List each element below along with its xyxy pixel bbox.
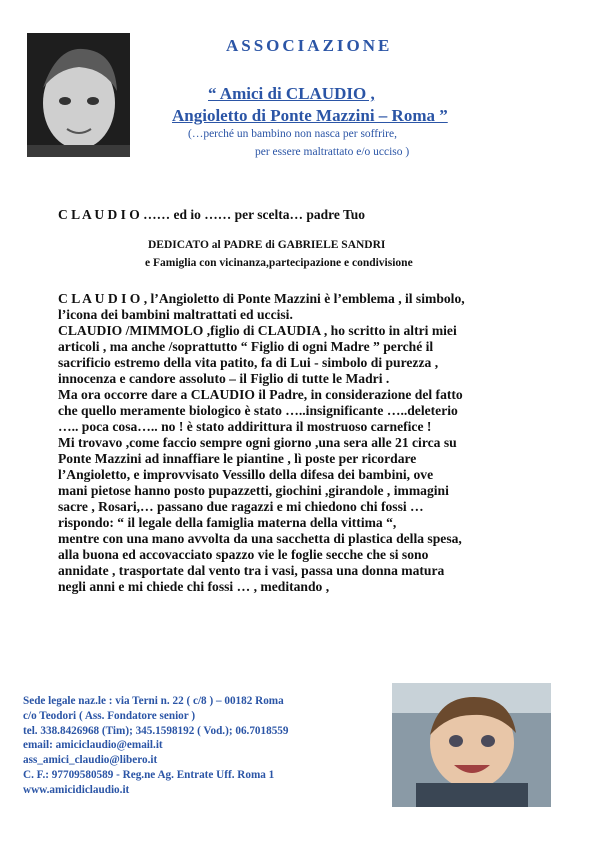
body-line: l’icona dei bambini maltrattati ed uccisi. xyxy=(58,307,293,322)
subtitle-line-2: per essere maltrattato e/o ucciso ) xyxy=(255,146,410,158)
body-line: mani pietose hanno posto pupazzetti, giochini ,girandole , immagini xyxy=(58,483,449,498)
body-line: C L A U D I O , l’Angioletto di Ponte Mazzini è l’emblema , il simbolo, xyxy=(58,291,465,306)
body-line: innocenza e candore assoluto – il Figlio di tutte le Madri . xyxy=(58,371,390,386)
body-line: rispondo: “ il legale della famiglia materna della vittima “, xyxy=(58,515,397,530)
body-line: annidate , trasportate dal vento tra i vasi, passa una donna matura xyxy=(58,563,445,578)
body-line: alla buona ed accovacciato spazzo vie le foglie secche che si sono xyxy=(58,547,429,562)
body-line: mentre con una mano avvolta da una sacchetta di plastica della spesa, xyxy=(58,531,462,546)
footer-email-2[interactable]: ass_amici_claudio@libero.it xyxy=(23,754,158,767)
dedication-line-2: e Famiglia con vicinanza,partecipazione e condivisione xyxy=(145,257,413,269)
child-portrait-image xyxy=(27,33,130,157)
body-line: Ponte Mazzini ad innaffiare le piantine , lì poste per ricordare xyxy=(58,451,417,466)
title-line-2: Angioletto di Ponte Mazzini – Roma ” xyxy=(172,106,448,125)
letter-heading: C L A U D I O …… ed io …… per scelta… padre Tuo xyxy=(58,207,366,222)
body-line: che quello meramente biologico è stato …..insignificante …..deleterio xyxy=(58,403,458,418)
title-line-1: “ Amici di CLAUDIO , xyxy=(208,84,375,103)
body-line: sacrificio estremo della vita patito, fa di Lui - simbolo di purezza , xyxy=(58,355,439,370)
body-text xyxy=(58,291,465,595)
body-line: Ma ora occorre dare a CLAUDIO il Padre, in considerazione del fatto xyxy=(58,387,463,402)
footer-address: Sede legale naz.le : via Terni n. 22 ( c/8 ) – 00182 Roma xyxy=(23,695,284,707)
body-line: negli anni e mi chiede chi fossi … , meditando , xyxy=(58,579,330,594)
dedication-line-1: DEDICATO al PADRE di GABRIELE SANDRI xyxy=(148,239,386,251)
body-line: ….. poca cosa….. no ! è stato addirittura il mostruoso carnefice ! xyxy=(58,419,432,434)
child-photo-bottom xyxy=(392,683,551,807)
subtitle-line-1: (…perché un bambino non nasca per soffrire, xyxy=(188,128,397,140)
toddler-photo-image xyxy=(392,683,551,807)
body-line: l’Angioletto, e improvvisato Vessillo della difesa dei bambini, ove xyxy=(58,467,434,482)
footer-contact-block xyxy=(23,694,289,798)
child-photo-top xyxy=(27,33,130,157)
body-line: articoli , ma anche /soprattutto “ Figlio di ogni Madre ” perché il xyxy=(58,339,434,354)
body-line: Mi trovavo ,come faccio sempre ogni giorno ,una sera alle 21 circa su xyxy=(58,435,457,450)
footer-tax-code: C. F.: 97709580589 - Reg.ne Ag. Entrate Uff. Roma 1 xyxy=(23,768,275,781)
footer-phone: tel. 338.8426968 (Tim); 345.1598192 ( Vod.); 06.7018559 xyxy=(23,724,289,737)
body-line: CLAUDIO /MIMMOLO ,figlio di CLAUDIA , ho scritto in altri miei xyxy=(58,323,457,338)
footer-website-link[interactable]: www.amicidiclaudio.it xyxy=(23,783,130,796)
footer-email[interactable]: email: amiciclaudio@email.it xyxy=(23,739,163,752)
association-label: ASSOCIAZIONE xyxy=(226,36,393,55)
footer-care-of: c/o Teodori ( Ass. Fondatore senior ) xyxy=(23,709,196,722)
body-line: sacre , Rosari,… passano due ragazzi e mi chiedono chi fossi … xyxy=(58,499,424,514)
